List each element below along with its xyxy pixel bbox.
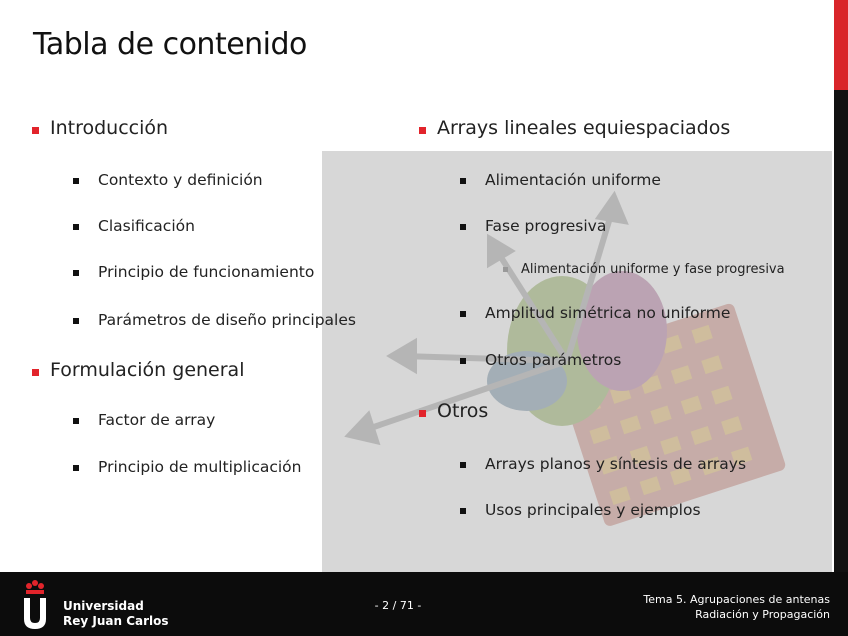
course-name: Radiación y Propagación [695, 608, 830, 621]
course-topic: Tema 5. Agrupaciones de antenas [643, 593, 830, 606]
toc-subsection[interactable]: Contexto y definición [98, 171, 263, 189]
toc-subsection[interactable]: Alimentación uniforme [485, 171, 661, 189]
toc-subsection[interactable]: Factor de array [98, 411, 216, 429]
slide-footer [0, 572, 848, 636]
black-square-bullet [460, 224, 466, 230]
slide-progress-track [834, 0, 848, 572]
black-square-bullet [460, 178, 466, 184]
toc-subsection[interactable]: Parámetros de diseño principales [98, 311, 356, 329]
black-square-bullet [460, 508, 466, 514]
course-info [643, 592, 830, 622]
slide-title: Tabla de contenido [33, 27, 307, 62]
university-line-2: Rey Juan Carlos [63, 614, 169, 628]
toc-subsection[interactable]: Otros parámetros [485, 351, 622, 369]
red-square-bullet [32, 369, 39, 376]
toc-subsection[interactable]: Clasificación [98, 217, 195, 235]
toc-subsection[interactable]: Usos principales y ejemplos [485, 501, 701, 519]
black-square-bullet [73, 318, 79, 324]
toc-subsection[interactable]: Amplitud simétrica no uniforme [485, 304, 731, 322]
toc-subsection[interactable]: Arrays planos y síntesis de arrays [485, 455, 747, 473]
black-square-bullet [460, 358, 466, 364]
university-line-1: Universidad [63, 599, 144, 613]
black-square-bullet [73, 418, 79, 424]
toc-subsubsection[interactable]: Alimentación uniforme y fase progresiva [521, 262, 785, 277]
red-square-bullet [419, 127, 426, 134]
urjc-logo-icon [20, 580, 50, 630]
grey-square-bullet [503, 267, 508, 272]
slide-progress-fill [834, 0, 848, 90]
toc-section-formulacion[interactable]: Formulación general [50, 359, 245, 381]
university-name [63, 599, 169, 629]
black-square-bullet [73, 224, 79, 230]
black-square-bullet [73, 178, 79, 184]
black-square-bullet [460, 462, 466, 468]
red-square-bullet [419, 410, 426, 417]
toc-subsection[interactable]: Fase progresiva [485, 217, 607, 235]
black-square-bullet [73, 465, 79, 471]
toc-section-introduccion[interactable]: Introducción [50, 117, 169, 139]
toc-section-otros[interactable]: Otros [437, 400, 489, 422]
toc-subsection[interactable]: Principio de multiplicación [98, 458, 302, 476]
black-square-bullet [460, 311, 466, 317]
page-number: - 2 / 71 - [374, 599, 422, 612]
black-square-bullet [73, 270, 79, 276]
toc-section-arrays-lineales[interactable]: Arrays lineales equiespaciados [437, 117, 731, 139]
red-square-bullet [32, 127, 39, 134]
toc-subsection[interactable]: Principio de funcionamiento [98, 263, 315, 281]
